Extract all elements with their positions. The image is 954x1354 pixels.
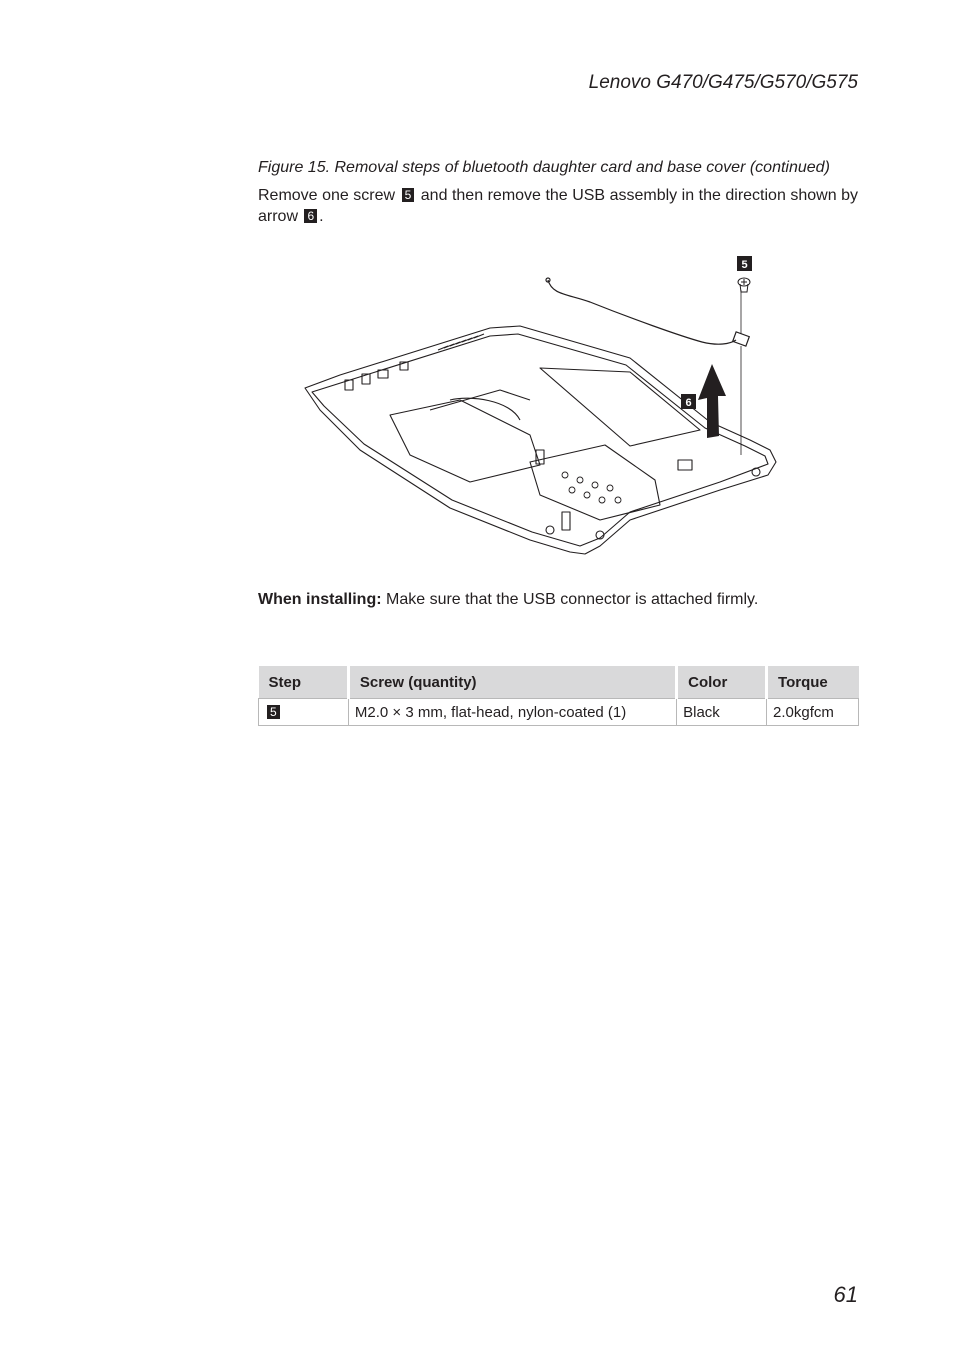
instruction-paragraph — [258, 185, 858, 227]
page-number: 61 — [833, 1282, 858, 1307]
cell-screw: M2.0 × 3 mm, flat-head, nylon-coated (1) — [348, 699, 676, 726]
screw-icon — [738, 278, 750, 292]
figure-caption: Figure 15. Removal steps of bluetooth daughter card and base cover (continued) — [258, 159, 830, 176]
usb-connector — [733, 332, 750, 346]
instruction-text-2: and then remove the USB assembly in the direction shown by arrow — [258, 187, 859, 225]
instruction-text-1: Remove one screw — [258, 187, 396, 204]
header-torque: Torque — [767, 666, 859, 699]
step-badge-arrow: 6 — [304, 209, 317, 223]
base-cover-illustration — [300, 250, 790, 570]
base-cover-outline — [305, 326, 776, 554]
callout-5: 5 — [741, 259, 748, 271]
header-color: Color — [677, 666, 767, 699]
header-step: Step — [259, 666, 349, 699]
cell-torque: 2.0kgfcm — [767, 699, 859, 726]
install-note-text: Make sure that the USB connector is attached firmly. — [381, 591, 759, 608]
install-note-label: When installing: — [258, 591, 382, 608]
step-badge: 5 — [267, 705, 280, 719]
table-header-row — [259, 666, 859, 699]
install-note — [258, 591, 758, 609]
header-screw: Screw (quantity) — [348, 666, 676, 699]
cell-color: Black — [677, 699, 767, 726]
table-row — [259, 699, 859, 726]
cell-step — [259, 699, 349, 726]
instruction-text-3: . — [319, 208, 324, 225]
step-badge-screw: 5 — [402, 188, 415, 202]
usb-cable — [548, 280, 736, 344]
running-header: Lenovo G470/G475/G570/G575 — [588, 72, 858, 93]
screw-spec-table — [258, 666, 859, 726]
callout-6: 6 — [685, 397, 692, 409]
